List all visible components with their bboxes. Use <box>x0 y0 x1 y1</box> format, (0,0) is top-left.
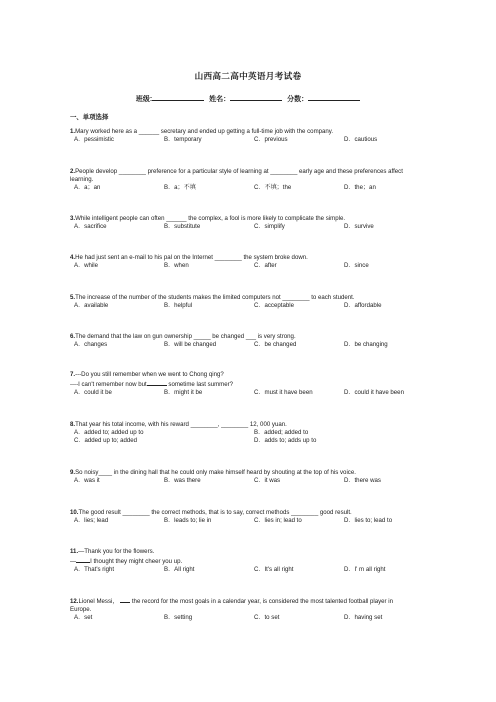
option-a[interactable]: A．was it <box>74 477 100 484</box>
question-number: 6. <box>70 333 76 340</box>
option-b[interactable]: B．added; added to <box>254 429 309 436</box>
question-number: 4. <box>70 254 76 261</box>
option-b[interactable]: B．temporary <box>164 136 202 143</box>
option-d[interactable]: D．could it have been <box>344 389 404 396</box>
option-c[interactable]: C．不填；the <box>254 184 292 191</box>
question-stem: Mary worked here as a ______ secretary and ended up getting a full-time job with the company. <box>75 128 334 135</box>
question-stem-line2: ----I can't remember now but <box>70 381 147 388</box>
option-d[interactable]: D．cautious <box>344 136 378 143</box>
student-info-line <box>0 93 496 104</box>
option-c[interactable]: C．added up to; added <box>74 437 138 444</box>
question-stem-line2: — <box>70 558 77 565</box>
question-number: 3. <box>70 215 76 222</box>
option-d[interactable]: D．survive <box>344 223 374 230</box>
option-a[interactable]: A．changes <box>74 341 108 348</box>
question-stem: The increase of the number of the students makes the limited computers not ________ to each student. <box>75 294 355 301</box>
question-stem-end: the record for the most goals in a calendar year, is considered the most talented football player in Europe. <box>70 598 394 613</box>
question-number: 10. <box>70 509 79 516</box>
question-number: 7. <box>70 371 76 378</box>
answer-blank[interactable] <box>120 596 130 603</box>
answer-blank[interactable] <box>76 556 90 563</box>
option-b[interactable]: B．a；不填 <box>164 184 196 191</box>
question-7 <box>70 371 420 397</box>
question-stem-line2-end: I thought they might cheer you up. <box>90 558 183 565</box>
option-d[interactable]: D．I' m all right <box>344 566 386 573</box>
option-c[interactable]: C．must it have been <box>254 389 313 396</box>
option-b[interactable]: B．substitute <box>164 223 201 230</box>
name-blank[interactable] <box>230 93 282 101</box>
option-c[interactable]: C．previous <box>254 136 288 143</box>
option-a[interactable]: A．That's right <box>74 566 115 573</box>
option-b[interactable]: B．was there <box>164 477 201 484</box>
option-b[interactable]: B．leads to; lie in <box>164 517 212 524</box>
option-a[interactable]: A．set <box>74 614 93 621</box>
name-label: 姓名： <box>209 96 231 103</box>
option-d[interactable]: D．affordable <box>344 302 382 309</box>
question-stem: While intelligent people can often ______ the complex, a fool is more likely to complicate the simple. <box>75 215 346 222</box>
option-a[interactable]: A．could it be <box>74 389 112 396</box>
question-stem: Lionel Messi， <box>78 598 119 605</box>
question-number: 12. <box>70 598 79 605</box>
question-number: 1. <box>70 128 76 135</box>
question-12 <box>70 596 420 622</box>
question-6 <box>70 333 420 349</box>
option-c[interactable]: C．after <box>254 262 277 269</box>
option-a[interactable]: A．available <box>74 302 109 309</box>
question-stem: He had just sent an e-mail to his pal on the Internet ________ the system broke down. <box>75 254 308 261</box>
option-b[interactable]: B．setting <box>164 614 193 621</box>
question-number: 2. <box>70 168 76 175</box>
option-a[interactable]: A．added to; added up to <box>74 429 144 436</box>
question-stem: So noisy____ in the dining hall that he could only make himself heard by shouting at the top of his voice. <box>75 469 356 476</box>
option-d[interactable]: D．adds to; adds up to <box>254 437 317 444</box>
question-5 <box>70 294 420 310</box>
option-c[interactable]: C．simplify <box>254 223 285 230</box>
option-c[interactable]: C．to set <box>254 614 280 621</box>
question-stem: The good result ________ the correct methods, that is to say, correct methods ________ good result. <box>78 509 352 516</box>
question-number: 11. <box>70 548 79 555</box>
question-8 <box>70 421 420 445</box>
question-stem: —Thank you for the flowers. <box>78 548 155 555</box>
option-c[interactable]: C．It's all right <box>254 566 294 573</box>
question-1 <box>70 128 420 144</box>
option-d[interactable]: D．lies to; lead to <box>344 517 393 524</box>
option-d[interactable]: D．there was <box>344 477 381 484</box>
question-11 <box>70 548 420 574</box>
question-stem: That year his total income, with his reward ________, ________ 12, 000 yuan. <box>75 421 287 428</box>
option-c[interactable]: C．it was <box>254 477 281 484</box>
question-4 <box>70 254 420 270</box>
option-d[interactable]: D．having set <box>344 614 383 621</box>
question-stem-line2-end: sometime last summer? <box>168 381 234 388</box>
option-a[interactable]: A．while <box>74 262 99 269</box>
question-2 <box>70 168 420 192</box>
score-blank[interactable] <box>308 93 360 101</box>
question-number: 5. <box>70 294 76 301</box>
option-a[interactable]: A．lies; lead <box>74 517 109 524</box>
option-b[interactable]: B．when <box>164 262 189 269</box>
option-c[interactable]: C．be changed <box>254 341 297 348</box>
class-blank[interactable] <box>152 93 204 101</box>
option-a[interactable]: A．a；an <box>74 184 101 191</box>
question-number: 8. <box>70 421 76 428</box>
option-c[interactable]: C．lies in; lead to <box>254 517 302 524</box>
score-label: 分数： <box>287 96 309 103</box>
option-b[interactable]: B．All right <box>164 566 195 573</box>
question-number: 9. <box>70 469 76 476</box>
class-label: 班级: <box>135 96 153 103</box>
question-stem: People develop ________ preference for a particular style of learning at ________ early age and these preferences affect learning. <box>70 168 403 183</box>
section-heading: 一、单项选择 <box>70 114 109 121</box>
answer-blank[interactable] <box>147 379 167 386</box>
option-b[interactable]: B．will be changed <box>164 341 217 348</box>
option-b[interactable]: B．might it be <box>164 389 203 396</box>
option-d[interactable]: D．the；an <box>344 184 376 191</box>
option-b[interactable]: B．helpful <box>164 302 193 309</box>
option-a[interactable]: A．pessimistic <box>74 136 114 143</box>
page-title: 山西高二高中英语月考试卷 <box>194 71 302 81</box>
option-d[interactable]: D．since <box>344 262 369 269</box>
question-9 <box>70 469 420 485</box>
option-a[interactable]: A．sacrifice <box>74 223 107 230</box>
question-10 <box>70 509 420 525</box>
option-d[interactable]: D．be changing <box>344 341 388 348</box>
question-stem: The demand that the law on gun ownership _____ be changed ___ is very strong. <box>75 333 296 340</box>
option-c[interactable]: C．acceptable <box>254 302 294 309</box>
question-stem: ---Do you still remember when we went to Chong qing? <box>75 371 224 378</box>
question-3 <box>70 215 420 231</box>
